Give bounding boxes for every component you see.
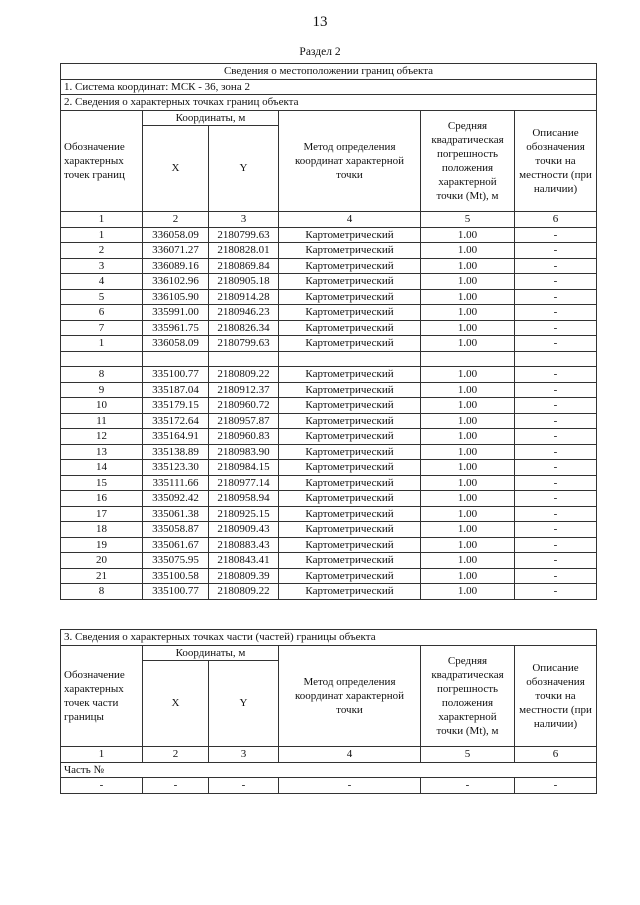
- coord-x: 335100.77: [143, 367, 209, 383]
- accuracy-cell: 1.00: [421, 227, 515, 243]
- table-row: [61, 289, 597, 305]
- coord-y: 2180958.94: [209, 491, 279, 507]
- point-number: 15: [61, 475, 143, 491]
- accuracy-cell: 1.00: [421, 522, 515, 538]
- description-cell: -: [515, 584, 597, 600]
- method-cell: Картометрический: [279, 506, 421, 522]
- coord-y: -: [209, 778, 279, 794]
- method-cell: Картометрический: [279, 258, 421, 274]
- table-row: [61, 429, 597, 445]
- point-number: 20: [61, 553, 143, 569]
- point-number: 11: [61, 413, 143, 429]
- page-number: 13: [312, 14, 328, 30]
- accuracy-cell: 1.00: [421, 537, 515, 553]
- coord-x: 335100.77: [143, 584, 209, 600]
- column-number: 3: [209, 212, 279, 228]
- method-cell: -: [279, 778, 421, 794]
- table-row: [61, 398, 597, 414]
- description-cell: -: [515, 553, 597, 569]
- coord-y: 2180983.90: [209, 444, 279, 460]
- coord-y: 2180946.23: [209, 305, 279, 321]
- method-cell: Картометрический: [279, 367, 421, 383]
- description-cell: -: [515, 274, 597, 290]
- header-x: X: [143, 126, 209, 212]
- table-row: [61, 475, 597, 491]
- empty-cell: [209, 351, 279, 367]
- table-row: [61, 336, 597, 352]
- coord-y: 2180883.43: [209, 537, 279, 553]
- coord-x: 335991.00: [143, 305, 209, 321]
- accuracy-cell: 1.00: [421, 460, 515, 476]
- coord-y: 2180869.84: [209, 258, 279, 274]
- accuracy-cell: 1.00: [421, 444, 515, 460]
- column-numbers-row: [61, 747, 597, 763]
- coord-x: 336089.16: [143, 258, 209, 274]
- point-number: 1: [61, 227, 143, 243]
- column-number: 5: [421, 212, 515, 228]
- table-row: [61, 568, 597, 584]
- coord-y: 2180977.14: [209, 475, 279, 491]
- description-cell: -: [515, 243, 597, 259]
- method-cell: Картометрический: [279, 522, 421, 538]
- method-cell: Картометрический: [279, 553, 421, 569]
- coord-x: 336058.09: [143, 336, 209, 352]
- contour-separator-row: [61, 351, 597, 367]
- accuracy-cell: 1.00: [421, 336, 515, 352]
- coord-y: 2180984.15: [209, 460, 279, 476]
- column-number: 5: [421, 747, 515, 763]
- accuracy-cell: 1.00: [421, 553, 515, 569]
- point-number: 4: [61, 274, 143, 290]
- point-number: 16: [61, 491, 143, 507]
- column-number: 6: [515, 747, 597, 763]
- accuracy-cell: 1.00: [421, 413, 515, 429]
- point-number: 21: [61, 568, 143, 584]
- coord-x: 335961.75: [143, 320, 209, 336]
- description-cell: -: [515, 491, 597, 507]
- coord-x: 335123.30: [143, 460, 209, 476]
- description-cell: -: [515, 460, 597, 476]
- table-row: [61, 491, 597, 507]
- table-row: [61, 258, 597, 274]
- coord-x: 335061.38: [143, 506, 209, 522]
- accuracy-cell: 1.00: [421, 289, 515, 305]
- table-row: [61, 778, 597, 794]
- coord-x: 335111.66: [143, 475, 209, 491]
- point-number: 12: [61, 429, 143, 445]
- accuracy-cell: 1.00: [421, 475, 515, 491]
- accuracy-cell: 1.00: [421, 274, 515, 290]
- header-y-part: Y: [209, 661, 279, 747]
- coord-y: 2180925.15: [209, 506, 279, 522]
- empty-cell: [61, 351, 143, 367]
- point-number: 5: [61, 289, 143, 305]
- method-cell: Картометрический: [279, 274, 421, 290]
- description-cell: -: [515, 475, 597, 491]
- point-number: -: [61, 778, 143, 794]
- empty-cell: [279, 351, 421, 367]
- point-number: 10: [61, 398, 143, 414]
- description-cell: -: [515, 522, 597, 538]
- description-cell: -: [515, 429, 597, 445]
- column-number: 1: [61, 747, 143, 763]
- point-number: 13: [61, 444, 143, 460]
- method-cell: Картометрический: [279, 305, 421, 321]
- point-number: 18: [61, 522, 143, 538]
- point-number: 8: [61, 584, 143, 600]
- coord-y: 2180960.83: [209, 429, 279, 445]
- description-cell: -: [515, 778, 597, 794]
- coord-x: 336058.09: [143, 227, 209, 243]
- method-cell: Картометрический: [279, 289, 421, 305]
- column-number: 2: [143, 212, 209, 228]
- point-number: 1: [61, 336, 143, 352]
- coord-y: 2180809.22: [209, 584, 279, 600]
- coord-x: -: [143, 778, 209, 794]
- header-accuracy: Средняя квадратическая погрешность положения характерной точки (Mt), м: [421, 110, 515, 212]
- column-number: 3: [209, 747, 279, 763]
- table-title: Сведения о местоположении границ объекта: [61, 64, 597, 80]
- boundary-table: [60, 63, 597, 600]
- method-cell: Картометрический: [279, 320, 421, 336]
- column-numbers-row: [61, 212, 597, 228]
- table-row: [61, 460, 597, 476]
- header-x-part: X: [143, 661, 209, 747]
- header-coords-part: Координаты, м: [143, 645, 279, 661]
- coord-x: 336102.96: [143, 274, 209, 290]
- accuracy-cell: 1.00: [421, 320, 515, 336]
- accuracy-cell: 1.00: [421, 243, 515, 259]
- coord-x: 335164.91: [143, 429, 209, 445]
- column-number: 6: [515, 212, 597, 228]
- method-cell: Картометрический: [279, 398, 421, 414]
- accuracy-cell: -: [421, 778, 515, 794]
- table-row: [61, 305, 597, 321]
- accuracy-cell: 1.00: [421, 584, 515, 600]
- point-number: 9: [61, 382, 143, 398]
- table-row: [61, 382, 597, 398]
- table-row: [61, 320, 597, 336]
- point-number: 14: [61, 460, 143, 476]
- coord-x: 335075.95: [143, 553, 209, 569]
- description-cell: -: [515, 537, 597, 553]
- method-cell: Картометрический: [279, 584, 421, 600]
- header-designation-part: Обозначение характерных точек части границы: [61, 645, 143, 747]
- point-number: 3: [61, 258, 143, 274]
- description-cell: -: [515, 444, 597, 460]
- description-cell: -: [515, 398, 597, 414]
- table-row: [61, 413, 597, 429]
- description-cell: -: [515, 382, 597, 398]
- table-row: [61, 367, 597, 383]
- method-cell: Картометрический: [279, 444, 421, 460]
- description-cell: -: [515, 336, 597, 352]
- empty-cell: [515, 351, 597, 367]
- method-cell: Картометрический: [279, 475, 421, 491]
- table-row: [61, 243, 597, 259]
- coord-x: 335092.42: [143, 491, 209, 507]
- part-boundary-table: [60, 629, 597, 794]
- coord-x: 335061.67: [143, 537, 209, 553]
- table-row: [61, 553, 597, 569]
- section3-title: 3. Сведения о характерных точках части (частей) границы объекта: [61, 630, 597, 646]
- point-number: 6: [61, 305, 143, 321]
- method-cell: Картометрический: [279, 243, 421, 259]
- coord-y: 2180909.43: [209, 522, 279, 538]
- coord-x: 336105.90: [143, 289, 209, 305]
- table-row: [61, 274, 597, 290]
- method-cell: Картометрический: [279, 491, 421, 507]
- description-cell: -: [515, 258, 597, 274]
- method-cell: Картометрический: [279, 382, 421, 398]
- coord-x: 335058.87: [143, 522, 209, 538]
- coord-x: 335179.15: [143, 398, 209, 414]
- accuracy-cell: 1.00: [421, 429, 515, 445]
- header-method-part: Метод определения координат характерной точки: [279, 645, 421, 747]
- table-row: [61, 522, 597, 538]
- point-number: 19: [61, 537, 143, 553]
- table-row: [61, 444, 597, 460]
- header-designation: Обозначение характерных точек границ: [61, 110, 143, 212]
- coord-x: 336071.27: [143, 243, 209, 259]
- coord-y: 2180914.28: [209, 289, 279, 305]
- description-cell: -: [515, 320, 597, 336]
- section-label: Раздел 2: [299, 46, 341, 58]
- part-label: Часть №: [61, 762, 597, 778]
- accuracy-cell: 1.00: [421, 491, 515, 507]
- column-number: 4: [279, 212, 421, 228]
- coord-y: 2180826.34: [209, 320, 279, 336]
- coord-system: 1. Система координат: МСК - 36, зона 2: [61, 79, 597, 95]
- point-number: 8: [61, 367, 143, 383]
- empty-cell: [143, 351, 209, 367]
- coord-x: 335172.64: [143, 413, 209, 429]
- table-row: [61, 537, 597, 553]
- column-number: 2: [143, 747, 209, 763]
- coord-y: 2180843.41: [209, 553, 279, 569]
- coord-y: 2180828.01: [209, 243, 279, 259]
- accuracy-cell: 1.00: [421, 382, 515, 398]
- accuracy-cell: 1.00: [421, 305, 515, 321]
- coord-y: 2180957.87: [209, 413, 279, 429]
- coord-y: 2180809.39: [209, 568, 279, 584]
- description-cell: -: [515, 506, 597, 522]
- description-cell: -: [515, 568, 597, 584]
- description-cell: -: [515, 367, 597, 383]
- coord-x: 335100.58: [143, 568, 209, 584]
- coord-x: 335187.04: [143, 382, 209, 398]
- accuracy-cell: 1.00: [421, 506, 515, 522]
- description-cell: -: [515, 413, 597, 429]
- coord-y: 2180799.63: [209, 336, 279, 352]
- header-coords: Координаты, м: [143, 110, 279, 126]
- table-row: [61, 506, 597, 522]
- method-cell: Картометрический: [279, 568, 421, 584]
- header-description-part: Описание обозначения точки на местности (при наличии): [515, 645, 597, 747]
- coord-y: 2180960.72: [209, 398, 279, 414]
- method-cell: Картометрический: [279, 537, 421, 553]
- column-number: 4: [279, 747, 421, 763]
- method-cell: Картометрический: [279, 429, 421, 445]
- accuracy-cell: 1.00: [421, 258, 515, 274]
- accuracy-cell: 1.00: [421, 568, 515, 584]
- description-cell: -: [515, 227, 597, 243]
- coord-y: 2180912.37: [209, 382, 279, 398]
- point-number: 2: [61, 243, 143, 259]
- method-cell: Картометрический: [279, 227, 421, 243]
- point-number: 7: [61, 320, 143, 336]
- coord-y: 2180905.18: [209, 274, 279, 290]
- table-row: [61, 227, 597, 243]
- header-accuracy-part: Средняя квадратическая погрешность положения характерной точки (Mt), м: [421, 645, 515, 747]
- section2-title: 2. Сведения о характерных точках границ объекта: [61, 95, 597, 111]
- description-cell: -: [515, 305, 597, 321]
- empty-cell: [421, 351, 515, 367]
- coord-x: 335138.89: [143, 444, 209, 460]
- column-number: 1: [61, 212, 143, 228]
- header-y: Y: [209, 126, 279, 212]
- header-description: Описание обозначения точки на местности (при наличии): [515, 110, 597, 212]
- method-cell: Картометрический: [279, 336, 421, 352]
- coord-y: 2180799.63: [209, 227, 279, 243]
- method-cell: Картометрический: [279, 460, 421, 476]
- table-row: [61, 584, 597, 600]
- point-number: 17: [61, 506, 143, 522]
- accuracy-cell: 1.00: [421, 367, 515, 383]
- accuracy-cell: 1.00: [421, 398, 515, 414]
- coord-y: 2180809.22: [209, 367, 279, 383]
- header-method: Метод определения координат характерной точки: [279, 110, 421, 212]
- method-cell: Картометрический: [279, 413, 421, 429]
- description-cell: -: [515, 289, 597, 305]
